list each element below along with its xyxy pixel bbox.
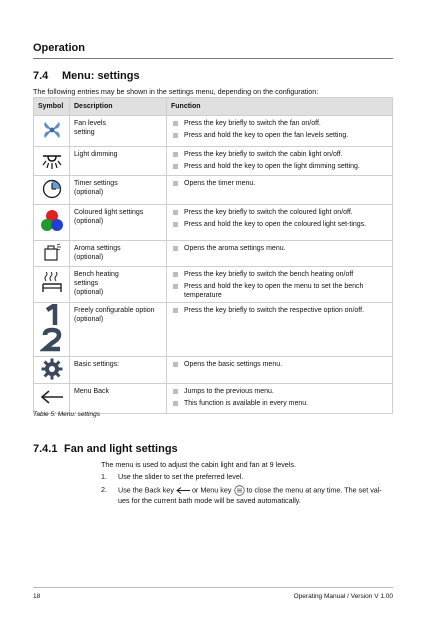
light-icon (41, 149, 63, 171)
bullet-square-icon (173, 210, 178, 215)
symbol-cell (34, 241, 70, 267)
column-header-description: Description (70, 98, 167, 116)
timer-icon (42, 179, 62, 199)
step-text: Use the slider to set the preferred level. (118, 472, 244, 481)
function-cell (167, 384, 393, 414)
description-line: Fan levels (74, 120, 106, 127)
function-cell (167, 357, 393, 384)
section-intro: The following entries may be shown in the settings menu, depending on the configuration: (33, 87, 319, 96)
function-cell (167, 241, 393, 267)
description-cell (70, 176, 167, 205)
description-cell (70, 384, 167, 414)
gear-icon (41, 358, 63, 380)
page-header-title: Operation (33, 42, 85, 54)
aroma-icon (42, 242, 62, 262)
symbol-cell (34, 147, 70, 176)
subsection-number: 7.4.1 (33, 443, 58, 455)
step-number: 1. (101, 472, 107, 481)
function-bullet: Opens the aroma settings menu. (171, 244, 388, 253)
description-line: Menu Back (74, 388, 110, 395)
description-line: Basic settings: (74, 361, 120, 368)
bullet-square-icon (173, 362, 178, 367)
step-text: Use the Back key or Menu key to close the menu at any time. The set val-ues for the current bath mode will be saved automatically. (118, 485, 382, 505)
description-line: settings (74, 280, 99, 287)
section-title: Menu: settings (62, 70, 140, 82)
list-item (101, 472, 393, 481)
function-bullet: Press the key briefly to switch the bench heating on/off (171, 270, 388, 279)
function-bullet: Jumps to the previous menu. (171, 387, 388, 396)
function-bullet: Opens the basic settings menu. (171, 360, 388, 369)
bullet-square-icon (173, 389, 178, 394)
description-cell (70, 267, 167, 303)
description-line: Timer settings (74, 180, 118, 187)
table-row (34, 303, 393, 357)
function-bullet: Opens the timer menu. (171, 179, 388, 188)
back-arrow-icon (40, 390, 64, 404)
table-row (34, 241, 393, 267)
table-row (34, 205, 393, 241)
bullet-square-icon (173, 401, 178, 406)
function-bullet: Press the key briefly to switch the fan on/off. (171, 119, 388, 128)
description-line: (optional) (74, 189, 104, 196)
function-cell (167, 267, 393, 303)
description-line: Light dimming (74, 151, 118, 158)
configurable-option-icon (40, 304, 64, 352)
table-header-row (34, 98, 393, 116)
settings-table (33, 97, 393, 414)
symbol-cell (34, 205, 70, 241)
bullet-square-icon (173, 222, 178, 227)
description-cell (70, 205, 167, 241)
symbol-cell (34, 303, 70, 357)
bullet-square-icon (173, 272, 178, 277)
bullet-square-icon (173, 246, 178, 251)
back-arrow-icon (176, 487, 190, 494)
function-cell (167, 116, 393, 147)
description-cell (70, 303, 167, 357)
symbol-cell (34, 357, 70, 384)
bullet-square-icon (173, 133, 178, 138)
header-divider (33, 58, 393, 59)
table-caption: Table 5: Menu: settings (33, 411, 100, 418)
step-number: 2. (101, 485, 107, 494)
section-number: 7.4 (33, 70, 49, 82)
menu-key-icon (234, 485, 245, 496)
description-line: Aroma settings (74, 245, 121, 252)
description-line: Bench heating (74, 271, 119, 278)
function-cell (167, 205, 393, 241)
description-line: (optional) (74, 316, 104, 323)
function-bullet: Press and hold the key to open the fan levels setting. (171, 131, 388, 140)
description-cell (70, 241, 167, 267)
function-bullet: Press and hold the key to open the light dimming setting. (171, 162, 388, 171)
description-line: Coloured light settings (74, 209, 144, 216)
table-row (34, 357, 393, 384)
coloured-light-icon (40, 209, 64, 233)
function-bullet: Press the key briefly to switch the respective option on/off. (171, 306, 388, 315)
bullet-square-icon (173, 164, 178, 169)
subsection-title: Fan and light settings (64, 443, 178, 455)
bullet-square-icon (173, 308, 178, 313)
function-bullet: Press the key briefly to switch the coloured light on/off. (171, 208, 388, 217)
page-number: 18 (33, 593, 41, 600)
column-header-function: Function (167, 98, 393, 116)
subsection-intro: The menu is used to adjust the cabin light and fan at 9 levels. (101, 460, 296, 469)
description-cell (70, 147, 167, 176)
function-cell (167, 176, 393, 205)
bullet-square-icon (173, 284, 178, 289)
function-bullet: Press and hold the key to open the coloured light set-tings. (171, 220, 388, 229)
function-cell (167, 147, 393, 176)
symbol-cell (34, 384, 70, 414)
list-item (101, 485, 393, 505)
bullet-square-icon (173, 152, 178, 157)
description-line: Freely configurable option (74, 307, 155, 314)
table-row (34, 176, 393, 205)
description-line: setting (74, 129, 95, 136)
symbol-cell (34, 116, 70, 147)
steps-list (101, 472, 393, 509)
symbol-cell (34, 267, 70, 303)
description-cell (70, 357, 167, 384)
footer-divider (33, 587, 393, 588)
symbol-cell (34, 176, 70, 205)
function-bullet: Press the key briefly to switch the cabin light on/off. (171, 150, 388, 159)
description-line: (optional) (74, 218, 104, 225)
table-row (34, 384, 393, 414)
table-row (34, 267, 393, 303)
bullet-square-icon (173, 181, 178, 186)
bullet-square-icon (173, 121, 178, 126)
function-bullet: Press and hold the key to open the menu to set the bench temperature (171, 282, 388, 300)
document-version: Operating Manual / Version V 1.00 (293, 593, 393, 600)
column-header-symbol: Symbol (34, 98, 70, 116)
table-row (34, 116, 393, 147)
description-cell (70, 116, 167, 147)
function-cell (167, 303, 393, 357)
table-row (34, 147, 393, 176)
description-line: (optional) (74, 289, 104, 296)
description-line: (optional) (74, 254, 104, 261)
fan-icon (41, 119, 63, 141)
bench-heating-icon (41, 272, 63, 294)
function-bullet: This function is available in every menu. (171, 399, 388, 408)
